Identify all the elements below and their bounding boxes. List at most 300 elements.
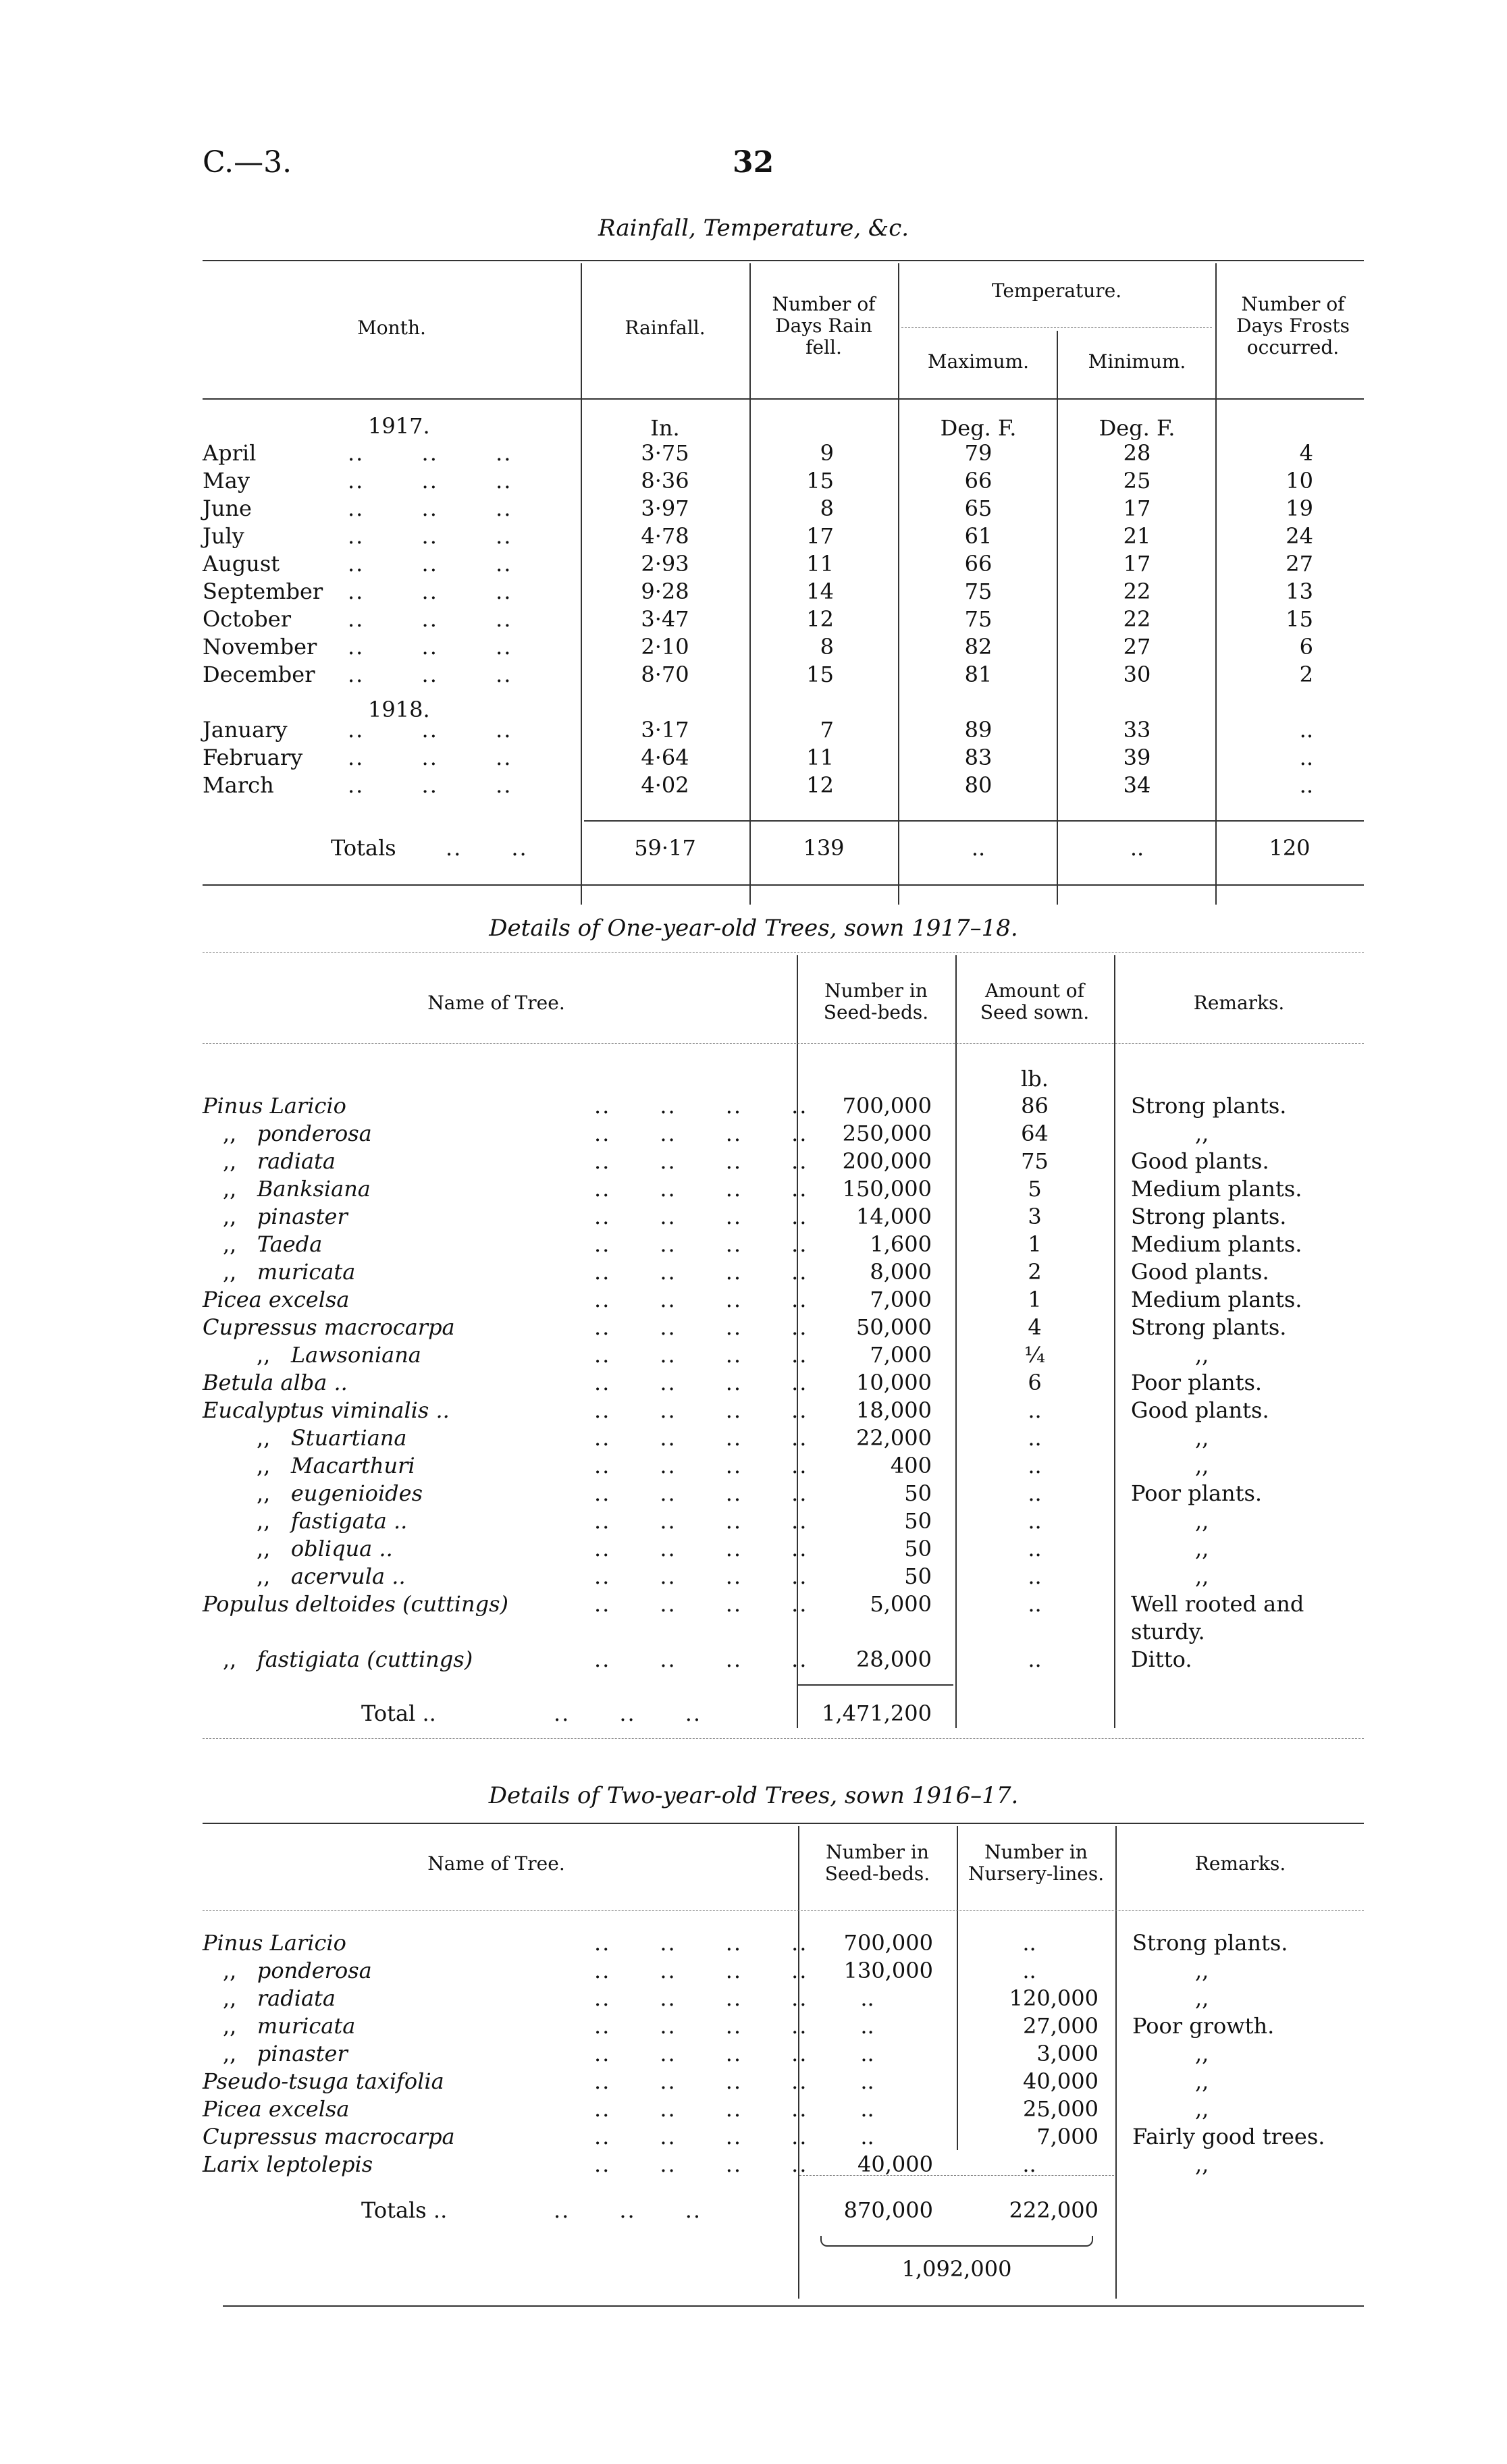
tree-name (223, 1123, 372, 1144)
leader-dots: .. .. .. .. (594, 1958, 808, 1983)
document-reference: C.—3. (203, 145, 292, 180)
seedbed-count: 200,000 (842, 1148, 932, 1174)
totals-seedbeds: 870,000 (843, 2197, 933, 2223)
tree-name (203, 1316, 455, 1338)
two-year-bottom-rule (223, 2305, 1364, 2307)
leader-dots: .. .. .. (348, 523, 512, 549)
leader-dots: .. .. .. .. (594, 2151, 808, 2177)
seedbed-count: .. (860, 2096, 874, 2122)
tree-name (223, 1233, 322, 1255)
seed-amount: 64 (1021, 1121, 1049, 1146)
leader-dots: .. .. .. (348, 662, 512, 687)
genus: ,, (223, 1259, 237, 1285)
rain-days-value: 12 (806, 772, 834, 798)
min-temp-value: 33 (1123, 717, 1151, 743)
genus: ,, (257, 1342, 271, 1368)
leader-dots: .. .. .. .. (594, 1287, 808, 1312)
genus: ,, (223, 1148, 237, 1174)
rain-days-value: 11 (806, 745, 834, 770)
seedbed-count: 700,000 (842, 1093, 932, 1119)
max-temp-value: 65 (964, 496, 993, 521)
leader-dots: .. .. .. (348, 551, 512, 577)
two-year-col-divider (957, 1826, 958, 2150)
nursery-count: .. (1022, 2151, 1036, 2177)
species: alba .. (280, 1370, 348, 1395)
min-temp-value: 30 (1123, 662, 1151, 687)
rainfall-value: 3·17 (641, 717, 689, 743)
one-year-col-divider (955, 955, 957, 1728)
tree-name (203, 1932, 346, 1954)
remark: ,, (1195, 1453, 1209, 1478)
two-year-header-rule (203, 1910, 1364, 1911)
totals-minimum: .. (1130, 835, 1144, 861)
genus: ,, (223, 1121, 237, 1146)
genus: Pinus (203, 1930, 263, 1956)
rainfall-col-divider (749, 263, 751, 905)
seedbed-count: 700,000 (843, 1930, 933, 1956)
unit-lb: lb. (1021, 1066, 1049, 1092)
seedbed-count: 50 (904, 1508, 932, 1534)
min-temp-value: 17 (1123, 496, 1151, 521)
species: fastigiata (cuttings) (257, 1646, 473, 1672)
seed-amount: 75 (1021, 1148, 1049, 1174)
rain-days-value: 7 (820, 717, 834, 743)
species: radiata (257, 1148, 336, 1174)
remark: Ditto. (1131, 1646, 1192, 1672)
leader-dots: .. .. .. .. (594, 1204, 808, 1229)
year-label-1918: 1918. (368, 697, 430, 722)
rain-days-value: 14 (806, 579, 834, 604)
genus: ,, (223, 2013, 237, 2039)
leader-dots: .. .. .. .. (594, 2013, 808, 2039)
one-year-col-divider (1114, 955, 1115, 1728)
seed-amount: 3 (1028, 1204, 1042, 1229)
leader-dots: .. .. .. .. (594, 1370, 808, 1395)
tree-name (223, 2043, 348, 2064)
species: Laricio (269, 1093, 346, 1119)
two-year-table-title: Details of Two-year-old Trees, sown 1916–17. (488, 1782, 1019, 1809)
remark: ,, (1195, 1508, 1209, 1534)
remark: ,, (1195, 1425, 1209, 1451)
min-temp-value: 34 (1123, 772, 1151, 798)
frost-days-value: 19 (1286, 496, 1313, 521)
species: leptolepis (266, 2151, 373, 2177)
max-temp-value: 80 (964, 772, 993, 798)
seedbed-count: .. (860, 1985, 874, 2011)
tree-name (203, 1399, 450, 1421)
seedbed-count: 7,000 (870, 1342, 932, 1368)
seedbed-count: 50 (904, 1563, 932, 1589)
tree-name (223, 1178, 371, 1200)
genus: ,, (257, 1508, 271, 1534)
remark: ,, (1195, 1563, 1209, 1589)
genus: ,, (257, 1536, 271, 1561)
remark: Strong plants. (1131, 1204, 1287, 1229)
seedbed-count: 40,000 (857, 2151, 933, 2177)
tree-name (223, 1150, 336, 1172)
rainfall-value: 8·70 (641, 662, 689, 687)
seed-amount: .. (1028, 1508, 1042, 1534)
nursery-count: 7,000 (1036, 2124, 1099, 2149)
seed-amount: 86 (1021, 1093, 1049, 1119)
leader-dots: .. .. .. .. (594, 2124, 808, 2149)
totals-frosts: 120 (1269, 835, 1311, 861)
species: Taeda (257, 1231, 323, 1257)
rain-days-value: 8 (820, 496, 834, 521)
species: obliqua .. (290, 1536, 393, 1561)
tree-name (203, 2126, 455, 2147)
remark: Good plants. (1131, 1259, 1269, 1285)
max-temp-value: 61 (964, 523, 993, 549)
month-name: January (203, 717, 288, 743)
tree-name (203, 1372, 348, 1393)
header-name-of-tree: Name of Tree. (427, 992, 565, 1014)
genus: Cupressus (203, 1314, 317, 1340)
rain-days-value: 17 (806, 523, 834, 549)
nursery-count: .. (1022, 1930, 1036, 1956)
one-year-bottom-rule (203, 1738, 1364, 1739)
tree-name (223, 1261, 355, 1283)
leader-dots: .. .. .. (348, 634, 512, 660)
header-frosts: Number of Days Frosts occurred. (1236, 293, 1350, 359)
seedbed-count: 50 (904, 1536, 932, 1561)
seed-amount: 1 (1028, 1287, 1042, 1312)
genus: ,, (223, 1204, 237, 1229)
seedbed-count: 250,000 (842, 1121, 932, 1146)
header-amount-seed-sown: Amount of Seed sown. (980, 980, 1090, 1024)
month-name: April (203, 440, 257, 466)
nursery-count: 25,000 (1023, 2096, 1099, 2122)
remark: Poor plants. (1131, 1370, 1263, 1395)
seedbed-count: .. (860, 2013, 874, 2039)
frost-days-value: 6 (1299, 634, 1313, 660)
nursery-count: 40,000 (1023, 2068, 1099, 2094)
genus: ,, (223, 1985, 237, 2011)
leader-dots: .. .. .. (348, 745, 512, 770)
header-minimum: Minimum. (1088, 350, 1186, 373)
total-leader: .. .. .. (554, 1700, 702, 1726)
species: Stuartiana (290, 1425, 407, 1451)
min-temp-value: 39 (1123, 745, 1151, 770)
leader-dots: .. .. .. .. (594, 1563, 808, 1589)
remark: ,, (1195, 2041, 1209, 2066)
remark: ,, (1195, 2068, 1209, 2094)
nursery-count: 120,000 (1009, 1985, 1099, 2011)
genus: ,, (223, 2041, 237, 2066)
leader-dots: .. .. .. .. (594, 1536, 808, 1561)
rainfall-value: 2·93 (641, 551, 689, 577)
genus: ,, (223, 1958, 237, 1983)
frost-days-value: 15 (1286, 606, 1313, 632)
nursery-count: .. (1022, 1958, 1036, 1983)
leader-dots: .. .. .. (348, 606, 512, 632)
remark: Poor growth. (1132, 2013, 1275, 2039)
leader-dots: .. .. .. .. (594, 1397, 808, 1423)
rain-days-value: 12 (806, 606, 834, 632)
max-temp-value: 75 (964, 606, 993, 632)
remark: ,, (1195, 1985, 1209, 2011)
tree-name (257, 1427, 406, 1449)
remark: Strong plants. (1131, 1093, 1287, 1119)
rainfall-col-divider (1057, 331, 1058, 905)
genus: Populus (203, 1591, 289, 1617)
two-year-top-rule (203, 1823, 1364, 1824)
seed-amount: .. (1028, 1425, 1042, 1451)
totals-maximum: .. (971, 835, 986, 861)
rain-days-value: 11 (806, 551, 834, 577)
rainfall-col-divider (898, 263, 899, 905)
remark: ,, (1195, 1958, 1209, 1983)
species: viminalis .. (330, 1397, 450, 1423)
remark: Fairly good trees. (1132, 2124, 1325, 2149)
month-name: November (203, 634, 317, 660)
min-temp-value: 27 (1123, 634, 1151, 660)
totals-leader: .. .. .. (554, 2197, 702, 2223)
totals-nursery-lines: 222,000 (1009, 2197, 1099, 2223)
species: muricata (257, 2013, 356, 2039)
tree-name (203, 2153, 373, 2175)
remark: Medium plants. (1131, 1231, 1302, 1257)
species: pinaster (257, 1204, 348, 1229)
remark: ,, (1195, 2096, 1209, 2122)
leader-dots: .. .. .. .. (594, 1259, 808, 1285)
rainfall-top-rule (203, 260, 1364, 261)
remark: Medium plants. (1131, 1287, 1302, 1312)
max-temp-value: 82 (964, 634, 993, 660)
genus: ,, (257, 1563, 271, 1589)
rainfall-value: 4·02 (641, 772, 689, 798)
header-maximum: Maximum. (927, 350, 1030, 373)
rainfall-value: 4·78 (641, 523, 689, 549)
seedbed-count: 50 (904, 1480, 932, 1506)
genus: ,, (257, 1480, 271, 1506)
rainfall-value: 9·28 (641, 579, 689, 604)
max-temp-value: 89 (964, 717, 993, 743)
species: taxifolia (355, 2068, 444, 2094)
seedbed-count: .. (860, 2068, 874, 2094)
species: Macarthuri (290, 1453, 415, 1478)
leader-dots: .. .. .. .. (594, 1342, 808, 1368)
one-year-header-rule (203, 1043, 1364, 1044)
species: radiata (257, 1985, 336, 2011)
genus: Betula (203, 1370, 274, 1395)
rainfall-value: 4·64 (641, 745, 689, 770)
leader-dots: .. .. .. .. (594, 1480, 808, 1506)
rainfall-col-divider (581, 263, 582, 905)
unit-maximum: Deg. F. (940, 415, 1017, 441)
total-number: 1,471,200 (822, 1700, 932, 1726)
total-label: Total .. (361, 1700, 436, 1726)
two-year-col-divider (1115, 1826, 1117, 2299)
unit-minimum: Deg. F. (1099, 415, 1175, 441)
leader-dots: .. .. .. .. (594, 1508, 808, 1534)
seedbed-count: 18,000 (856, 1397, 932, 1423)
seed-amount: .. (1028, 1591, 1042, 1617)
genus: ,, (223, 1646, 237, 1672)
species: Laricio (269, 1930, 346, 1956)
seedbed-count: 1,600 (870, 1231, 932, 1257)
nursery-count: 27,000 (1023, 2013, 1099, 2039)
tree-name (203, 1289, 349, 1310)
seedbed-count: 10,000 (856, 1370, 932, 1395)
max-temp-value: 66 (964, 551, 993, 577)
seed-amount: .. (1028, 1480, 1042, 1506)
tree-name (257, 1344, 421, 1366)
genus: ,, (257, 1425, 271, 1451)
genus: Picea (203, 2096, 262, 2122)
genus: ,, (223, 1176, 237, 1202)
species: muricata (257, 1259, 356, 1285)
remark: Strong plants. (1132, 1930, 1288, 1956)
tree-name (223, 1646, 473, 1672)
species: fastigata .. (290, 1508, 408, 1534)
header-remarks: Remarks. (1194, 1852, 1286, 1875)
seed-amount: .. (1028, 1397, 1042, 1423)
leader-dots: .. .. .. .. (594, 1425, 808, 1451)
nursery-count: 3,000 (1036, 2041, 1099, 2066)
max-temp-value: 83 (964, 745, 993, 770)
leader-dots: .. .. .. (348, 772, 512, 798)
min-temp-value: 25 (1123, 468, 1151, 493)
genus: Eucalyptus (203, 1397, 324, 1423)
species: Banksiana (257, 1176, 371, 1202)
header-name-of-tree: Name of Tree. (427, 1852, 565, 1875)
page-number: 32 (733, 145, 774, 180)
remark: Well rooted and sturdy. (1131, 1591, 1304, 1644)
remark: Good plants. (1131, 1148, 1269, 1174)
one-year-table-title: Details of One-year-old Trees, sown 1917–18. (489, 915, 1018, 942)
leader-dots: .. .. .. (348, 579, 512, 604)
month-name: March (203, 772, 274, 798)
grand-total: 1,092,000 (901, 2256, 1012, 2282)
rainfall-value: 8·36 (641, 468, 689, 493)
header-rain-days: Number of Days Rain fell. (772, 293, 876, 359)
seedbed-count: .. (860, 2041, 874, 2066)
species: pinaster (257, 2041, 348, 2066)
rainfall-value: 3·47 (641, 606, 689, 632)
tree-name (203, 1593, 508, 1615)
frost-days-value: 13 (1286, 579, 1313, 604)
tree-name (223, 1987, 336, 2009)
month-name: October (203, 606, 291, 632)
seedbed-count: 130,000 (843, 1958, 933, 1983)
seed-amount: 1 (1028, 1231, 1042, 1257)
species: macrocarpa (323, 1314, 455, 1340)
seedbed-count: 400 (890, 1453, 932, 1478)
leader-dots: .. .. .. (348, 468, 512, 493)
leader-dots: .. .. .. .. (594, 1646, 808, 1672)
species: Lawsoniana (290, 1342, 421, 1368)
species: deltoides (cuttings) (296, 1591, 509, 1617)
genus: Cupressus (203, 2124, 317, 2149)
seed-amount: ¼ (1024, 1342, 1045, 1368)
header-number-in-nursery-lines: Number in Nursery-lines. (968, 1841, 1105, 1885)
min-temp-value: 21 (1123, 523, 1151, 549)
remark: ,, (1195, 1342, 1209, 1368)
rainfall-bottom-rule (203, 884, 1364, 886)
tree-name (257, 1510, 407, 1532)
rainfall-value: 2·10 (641, 634, 689, 660)
temperature-sub-rule (901, 327, 1212, 328)
frost-days-value: 27 (1286, 551, 1313, 577)
species: acervula .. (290, 1563, 406, 1589)
header-month: Month. (357, 317, 426, 339)
frost-days-value: 4 (1299, 440, 1313, 466)
tree-name (257, 1565, 406, 1587)
seed-amount: 5 (1028, 1176, 1042, 1202)
remark: ,, (1195, 1536, 1209, 1561)
seedbed-count: 50,000 (856, 1314, 932, 1340)
rainfall-value: 3·97 (641, 496, 689, 521)
genus: ,, (223, 1231, 237, 1257)
header-number-in-seedbeds: Number in Seed-beds. (824, 1841, 930, 1885)
leader-dots: .. .. .. (348, 440, 512, 466)
genus: ,, (257, 1453, 271, 1478)
species: macrocarpa (323, 2124, 455, 2149)
max-temp-value: 81 (964, 662, 993, 687)
one-year-total-rule (798, 1684, 953, 1686)
tree-name (203, 2070, 444, 2092)
totals-rain-days: 139 (803, 835, 845, 861)
leader-dots: .. .. .. .. (594, 1591, 808, 1617)
seed-amount: 4 (1028, 1314, 1042, 1340)
leader-dots: .. .. .. .. (594, 1176, 808, 1202)
genus: Picea (203, 1287, 262, 1312)
genus: Larix (203, 2151, 259, 2177)
max-temp-value: 79 (964, 440, 993, 466)
min-temp-value: 28 (1123, 440, 1151, 466)
one-year-top-rule (203, 952, 1364, 953)
totals-leader: .. .. (446, 835, 528, 861)
rainfall-header-rule (203, 398, 1364, 400)
leader-dots: .. .. .. (348, 717, 512, 743)
remark: Strong plants. (1131, 1314, 1287, 1340)
remark: Medium plants. (1131, 1176, 1302, 1202)
leader-dots: .. .. .. .. (594, 1985, 808, 2011)
seedbed-count: 5,000 (870, 1591, 932, 1617)
leader-dots: .. .. .. .. (594, 1093, 808, 1119)
seed-amount: .. (1028, 1536, 1042, 1561)
rain-days-value: 8 (820, 634, 834, 660)
seedbed-count: 8,000 (870, 1259, 932, 1285)
month-name: September (203, 579, 323, 604)
tree-name (257, 1538, 393, 1559)
rain-days-value: 9 (820, 440, 834, 466)
totals-rainfall: 59·17 (634, 835, 696, 861)
species: eugenioides (290, 1480, 423, 1506)
tree-name (223, 2015, 355, 2037)
header-number-in-seedbeds: Number in Seed-beds. (823, 980, 929, 1024)
month-name: May (203, 468, 250, 493)
rainfall-col-divider (1215, 263, 1217, 905)
remark: ,, (1195, 2151, 1209, 2177)
leader-dots: .. .. .. .. (594, 1930, 808, 1956)
tree-name (203, 1095, 346, 1117)
remark: ,, (1195, 1121, 1209, 1146)
frost-days-value: .. (1299, 772, 1313, 798)
seedbed-count: 150,000 (842, 1176, 932, 1202)
leader-dots: .. .. .. .. (594, 1121, 808, 1146)
year-label-1917: 1917. (368, 413, 430, 439)
frost-days-value: 10 (1286, 468, 1313, 493)
genus: Pseudo-tsuga (203, 2068, 349, 2094)
seed-amount: .. (1028, 1646, 1042, 1672)
remark: Good plants. (1131, 1397, 1269, 1423)
header-remarks: Remarks. (1193, 992, 1285, 1014)
tree-name (257, 1482, 423, 1504)
species: excelsa (268, 1287, 350, 1312)
seed-amount: 2 (1028, 1259, 1042, 1285)
